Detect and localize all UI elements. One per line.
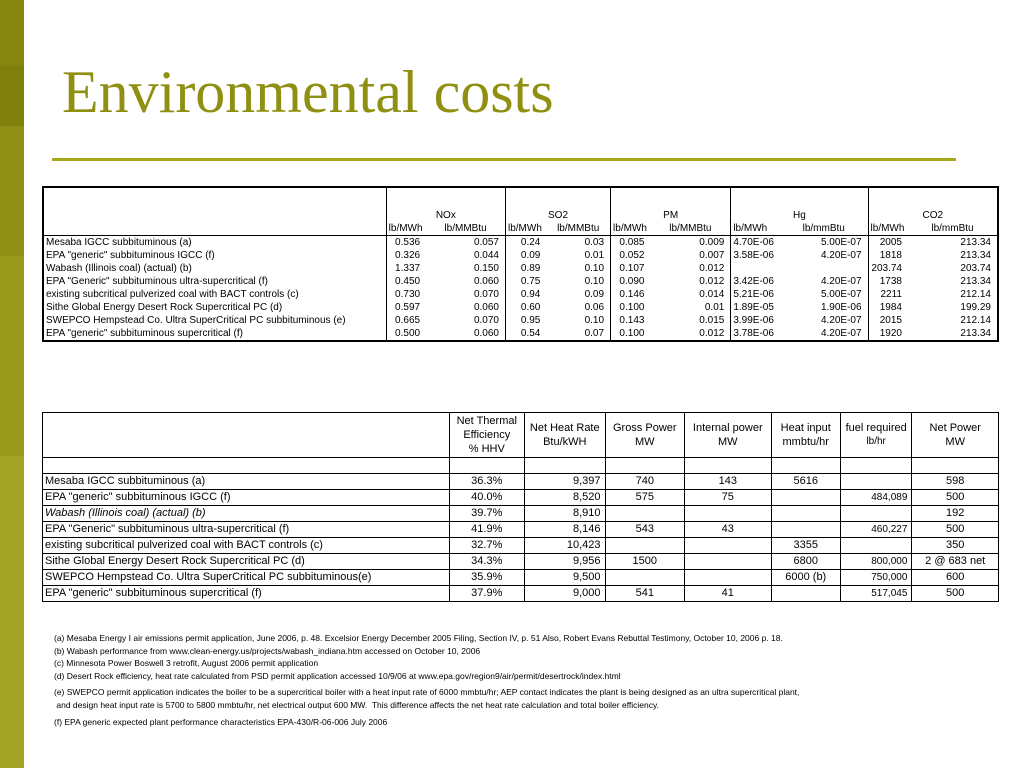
sidebar-band <box>0 66 24 126</box>
blank-cell <box>685 458 772 474</box>
table-cell: 0.060 <box>473 276 499 287</box>
table-cell: 1.337 <box>386 262 426 275</box>
unit-header: lb/MMBtu <box>650 222 730 236</box>
table-cell: 3.99E-06 <box>731 314 780 327</box>
table-row <box>43 554 999 570</box>
row-label: EPA "Generic" subbituminous ultra-supercritical (f) <box>46 276 268 287</box>
footnote-f: (f) EPA generic expected plant performance characteristics EPA-430/R-06-006 July 2006 <box>54 716 388 727</box>
footnotes <box>54 632 994 728</box>
column-header <box>605 413 684 458</box>
column-header-line: mmbtu/hr <box>782 436 829 448</box>
column-header-line: MW <box>717 436 738 448</box>
table-cell: 35.9% <box>449 570 524 586</box>
column-header-line: Heat input <box>780 422 831 434</box>
table-cell: 541 <box>605 586 684 602</box>
header-blank-cell <box>506 187 611 208</box>
table-cell: 0.03 <box>584 237 605 248</box>
header-blank-cell <box>43 222 386 236</box>
table-cell: 0.014 <box>699 289 725 300</box>
table-cell: 4.20E-07 <box>820 276 862 287</box>
table-row <box>43 327 998 341</box>
table-cell: 460,227 <box>840 522 911 538</box>
table-cell: 0.10 <box>584 315 605 326</box>
table-cell: 0.090 <box>611 275 651 288</box>
table-row <box>43 262 998 275</box>
table-row <box>43 522 999 538</box>
row-label: Sithe Global Energy Desert Rock Supercritical PC (d) <box>46 302 283 313</box>
table-cell: 0.057 <box>473 237 499 248</box>
emissions-table <box>42 186 999 342</box>
table-cell: 4.70E-06 <box>731 236 780 250</box>
row-label: Mesaba IGCC subbituminous (a) <box>46 237 192 248</box>
blank-cell <box>525 458 606 474</box>
table-cell: 0.060 <box>473 328 499 339</box>
table-cell: 0.007 <box>699 250 725 261</box>
row-label: SWEPCO Hempstead Co. Ultra SuperCritical PC subbituminous(e) <box>43 570 450 586</box>
table-cell: 1984 <box>868 301 908 314</box>
table-cell: 0.665 <box>386 314 426 327</box>
table-cell: 34.3% <box>449 554 524 570</box>
table-cell: 203.74 <box>960 263 991 274</box>
blank-cell <box>43 458 450 474</box>
sidebar-band <box>0 126 24 256</box>
table-cell: 143 <box>685 474 772 490</box>
row-label: EPA "generic" subbituminous supercritical (f) <box>46 328 243 339</box>
blank-cell <box>449 458 524 474</box>
table-cell <box>605 506 684 522</box>
footnote-a: (a) Mesaba Energy I air emissions permit application, June 2006, p. 48. Excelsior Energy December 2005 Filing, Section IV, p. 51 Also, Robert Evans Rebuttal Testimony, October 10, 2006 p. 18. <box>54 633 783 643</box>
table-row <box>43 474 999 490</box>
table-cell: 0.015 <box>699 315 725 326</box>
table-cell <box>771 522 840 538</box>
column-header-line: Efficiency <box>463 429 511 441</box>
table-cell: 350 <box>912 538 999 554</box>
table-cell: 1.90E-06 <box>820 302 862 313</box>
footnote-e-line2: and design heat input rate is 5700 to 5800 mmbtu/hr, net electrical output 600 MW. This difference affects the net heat rate calculation and total boiler efficiency. <box>54 699 659 710</box>
table-cell: 484,089 <box>840 490 911 506</box>
row-label: EPA "generic" subbituminous IGCC (f) <box>46 250 215 261</box>
table-cell: 32.7% <box>449 538 524 554</box>
table-cell: 0.060 <box>473 302 499 313</box>
table-cell: 0.94 <box>506 288 547 301</box>
table-cell: 0.052 <box>611 249 651 262</box>
unit-header: lb/MWh <box>611 222 651 236</box>
table-cell: 1738 <box>868 275 908 288</box>
column-header-line: % HHV <box>468 443 505 455</box>
table-cell: 0.09 <box>584 289 605 300</box>
table-cell: 0.10 <box>584 276 605 287</box>
table-cell: 0.730 <box>386 288 426 301</box>
row-label: Wabash (Illinois coal) (actual) (b) <box>46 263 192 274</box>
table-cell: 4.20E-07 <box>820 250 862 261</box>
sidebar-band <box>0 456 24 768</box>
table-row <box>43 275 998 288</box>
table-cell: 1818 <box>868 249 908 262</box>
column-header-line: lb/hr <box>866 436 886 447</box>
column-group-header: PM <box>611 208 731 222</box>
table-cell: 40.0% <box>449 490 524 506</box>
header-blank-cell <box>731 187 868 208</box>
row-label: SWEPCO Hempstead Co. Ultra SuperCritical PC subbituminous (e) <box>46 315 346 326</box>
blank-cell <box>605 458 684 474</box>
table-cell: 0.012 <box>699 263 725 274</box>
table-cell <box>605 538 684 554</box>
table-cell: 0.597 <box>386 301 426 314</box>
blank-cell <box>912 458 999 474</box>
table-cell: 598 <box>912 474 999 490</box>
column-header-line: Btu/kWH <box>543 436 587 448</box>
table-cell: 0.009 <box>699 237 725 248</box>
table-cell: 0.070 <box>473 289 499 300</box>
column-group-header: Hg <box>731 208 868 222</box>
table-cell: 0.06 <box>584 302 605 313</box>
table-cell: 213.34 <box>960 237 991 248</box>
table-cell: 43 <box>685 522 772 538</box>
table-cell: 0.95 <box>506 314 547 327</box>
table-cell: 36.3% <box>449 474 524 490</box>
table-cell <box>731 262 780 275</box>
table-cell: 0.07 <box>584 328 605 339</box>
header-blank-cell <box>386 187 505 208</box>
table-cell: 212.14 <box>960 315 991 326</box>
table-cell <box>685 538 772 554</box>
table-cell: 9,000 <box>525 586 606 602</box>
column-header-line: Gross Power <box>612 422 677 434</box>
table-row <box>43 538 999 554</box>
table-cell: 0.146 <box>611 288 651 301</box>
column-header-line: Net Power <box>929 422 981 434</box>
row-label: existing subcritical pulverized coal with BACT controls (c) <box>43 538 450 554</box>
row-label: Mesaba IGCC subbituminous (a) <box>43 474 450 490</box>
table-cell: 0.143 <box>611 314 651 327</box>
table-cell <box>685 554 772 570</box>
table-cell: 2015 <box>868 314 908 327</box>
sidebar-band <box>0 0 24 66</box>
table-cell: 600 <box>912 570 999 586</box>
table-cell: 3.42E-06 <box>731 275 780 288</box>
table-cell: 5616 <box>771 474 840 490</box>
table-cell: 0.012 <box>699 276 725 287</box>
table-cell: 0.100 <box>611 301 651 314</box>
header-blank-cell <box>43 208 386 222</box>
column-group-header: SO2 <box>506 208 611 222</box>
table-cell <box>685 570 772 586</box>
table-cell: 213.34 <box>960 328 991 339</box>
table-cell: 575 <box>605 490 684 506</box>
unit-header: lb/mmBtu <box>908 222 998 236</box>
table-row <box>43 314 998 327</box>
table-cell: 0.54 <box>506 327 547 341</box>
table-cell: 199.29 <box>960 302 991 313</box>
unit-header: lb/MMBtu <box>546 222 610 236</box>
table-cell: 5.00E-07 <box>820 289 862 300</box>
table-cell: 0.09 <box>506 249 547 262</box>
table-cell: 39.7% <box>449 506 524 522</box>
column-header <box>449 413 524 458</box>
column-group-header: NOx <box>386 208 505 222</box>
column-header-line: Net Thermal <box>456 415 517 427</box>
column-header-line: Net Heat Rate <box>529 422 600 434</box>
column-header <box>912 413 999 458</box>
row-label: Wabash (Illinois coal) (actual) (b) <box>43 506 450 522</box>
table-cell: 0.01 <box>704 302 725 313</box>
footnote-d: (d) Desert Rock efficiency, heat rate calculated from PSD permit application accessed 10/9/06 at www.epa.gov/region9/air/permit/desertrock/index.html <box>54 670 621 681</box>
table-cell: 0.60 <box>506 301 547 314</box>
table-cell: 213.34 <box>960 250 991 261</box>
table-cell: 1500 <box>605 554 684 570</box>
slide-title: Environmental costs <box>62 59 554 125</box>
table-cell: 0.100 <box>611 327 651 341</box>
row-label: EPA "Generic" subbituminous ultra-supercritical (f) <box>43 522 450 538</box>
table-cell: 0.070 <box>473 315 499 326</box>
header-blank-cell <box>43 187 386 208</box>
blank-cell <box>771 458 840 474</box>
table-cell <box>840 538 911 554</box>
table-cell: 8,520 <box>525 490 606 506</box>
table-cell <box>771 490 840 506</box>
table-cell: 5.00E-07 <box>820 237 862 248</box>
footnote-c: (c) Minnesota Power Boswell 3 retrofit, August 2006 permit application <box>54 658 319 669</box>
table-cell: 0.10 <box>584 263 605 274</box>
performance-table <box>42 412 999 602</box>
table-cell: 740 <box>605 474 684 490</box>
table-row <box>43 301 998 314</box>
table-cell: 5.21E-06 <box>731 288 780 301</box>
table-cell: 0.500 <box>386 327 426 341</box>
table-cell: 3.78E-06 <box>731 327 780 341</box>
column-header <box>840 413 911 458</box>
header-blank-cell <box>611 187 731 208</box>
column-header-line: fuel required <box>845 422 907 434</box>
table-cell: 0.536 <box>386 236 426 250</box>
table-cell: 9,500 <box>525 570 606 586</box>
unit-header: lb/MWh <box>731 222 780 236</box>
table-cell: 41.9% <box>449 522 524 538</box>
unit-header: lb/mmBtu <box>780 222 868 236</box>
unit-header: lb/MWh <box>868 222 908 236</box>
table-cell: 192 <box>912 506 999 522</box>
table-row <box>43 586 999 602</box>
table-cell: 543 <box>605 522 684 538</box>
row-label: existing subcritical pulverized coal with BACT controls (c) <box>46 289 299 300</box>
table-cell: 3.58E-06 <box>731 249 780 262</box>
table-cell: 0.326 <box>386 249 426 262</box>
column-group-header: CO2 <box>868 208 998 222</box>
unit-header: lb/MMBtu <box>426 222 505 236</box>
column-header <box>771 413 840 458</box>
table-cell: 500 <box>912 586 999 602</box>
table-cell: 0.01 <box>584 250 605 261</box>
unit-header: lb/MWh <box>506 222 547 236</box>
row-label: EPA "generic" subbituminous IGCC (f) <box>43 490 450 506</box>
table-cell: 213.34 <box>960 276 991 287</box>
unit-header: lb/MWh <box>386 222 426 236</box>
table-cell: 0.044 <box>473 250 499 261</box>
sidebar-band <box>0 256 24 456</box>
table-row <box>43 506 999 522</box>
column-header-line: MW <box>634 436 655 448</box>
table-row <box>43 236 998 250</box>
column-header <box>525 413 606 458</box>
table-cell: 41 <box>685 586 772 602</box>
table-cell: 0.107 <box>611 262 651 275</box>
table-cell: 517,045 <box>840 586 911 602</box>
title-underline <box>52 158 956 161</box>
column-header <box>685 413 772 458</box>
header-blank-cell <box>43 413 450 458</box>
table-cell: 203.74 <box>868 262 908 275</box>
header-blank-cell <box>868 187 998 208</box>
table-cell: 0.89 <box>506 262 547 275</box>
blank-cell <box>840 458 911 474</box>
table-cell: 212.14 <box>960 289 991 300</box>
table-row <box>43 288 998 301</box>
table-row <box>43 490 999 506</box>
decorative-sidebar <box>0 0 24 768</box>
table-cell: 800,000 <box>840 554 911 570</box>
row-label: EPA "generic" subbituminous supercritical (f) <box>43 586 450 602</box>
table-cell: 0.150 <box>473 263 499 274</box>
table-cell: 2211 <box>868 288 908 301</box>
table-cell <box>780 262 868 275</box>
table-cell: 2005 <box>868 236 908 250</box>
table-cell <box>685 506 772 522</box>
table-cell: 500 <box>912 490 999 506</box>
row-label: Sithe Global Energy Desert Rock Supercritical PC (d) <box>43 554 450 570</box>
table-cell: 0.012 <box>699 328 725 339</box>
table-cell: 750,000 <box>840 570 911 586</box>
table-cell <box>771 506 840 522</box>
column-header-line: MW <box>945 436 965 448</box>
table-cell <box>771 586 840 602</box>
table-cell: 9,397 <box>525 474 606 490</box>
table-cell: 3355 <box>771 538 840 554</box>
table-row <box>43 570 999 586</box>
table-cell: 10,423 <box>525 538 606 554</box>
table-cell: 4.20E-07 <box>820 328 862 339</box>
table-cell <box>605 570 684 586</box>
table-cell: 0.450 <box>386 275 426 288</box>
table-cell: 9,956 <box>525 554 606 570</box>
table-cell: 6800 <box>771 554 840 570</box>
footnote-e-line1: (e) SWEPCO permit application indicates the boiler to be a supercritical boiler with a heat input rate of 6000 mmbtu/hr; AEP contact indicates the plant is being designed as an ultra supercritical plant, <box>54 687 800 698</box>
table-cell: 8,910 <box>525 506 606 522</box>
table-cell: 75 <box>685 490 772 506</box>
table-cell: 37.9% <box>449 586 524 602</box>
table-cell: 500 <box>912 522 999 538</box>
table-cell <box>840 474 911 490</box>
table-cell: 8,146 <box>525 522 606 538</box>
table-cell: 1.89E-05 <box>731 301 780 314</box>
table-cell: 0.75 <box>506 275 547 288</box>
table-row <box>43 249 998 262</box>
table-cell <box>840 506 911 522</box>
table-cell: 4.20E-07 <box>820 315 862 326</box>
table-cell: 0.24 <box>506 236 547 250</box>
footnote-b: (b) Wabash performance from www.clean-energy.us/projects/wabash_indiana.htm accessed on October 10, 2006 <box>54 645 481 656</box>
table-cell: 1920 <box>868 327 908 341</box>
column-header-line: Internal power <box>692 422 763 434</box>
table-cell: 6000 (b) <box>771 570 840 586</box>
table-cell: 2 @ 683 net <box>912 554 999 570</box>
table-cell: 0.085 <box>611 236 651 250</box>
